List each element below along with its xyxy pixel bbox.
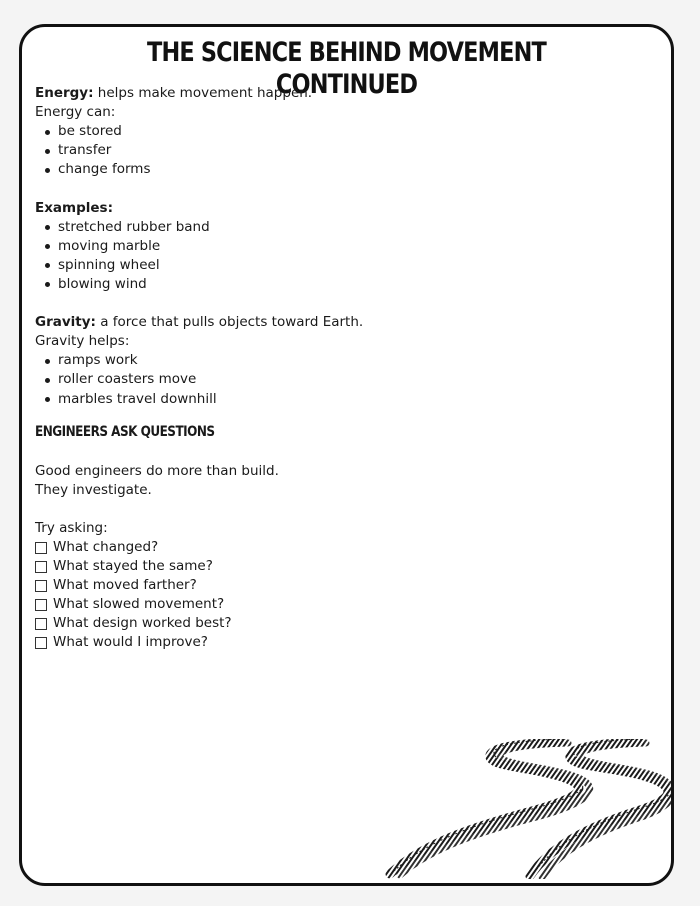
checklist-item [35, 538, 635, 557]
section-heading-engineers: ENGINEERS ASK QUESTIONS [35, 423, 215, 440]
checklist-item [35, 595, 635, 614]
engineers-line-2: They investigate. [35, 481, 152, 498]
question-text: What changed? [53, 538, 159, 555]
list-item: roller coasters move [35, 370, 635, 389]
energy-intro: Energy can: [35, 104, 116, 121]
list-item: ramps work [35, 351, 635, 370]
energy-definition [35, 84, 635, 103]
checkbox-icon[interactable] [35, 542, 47, 554]
checkbox-icon[interactable] [35, 599, 47, 611]
energy-definition-text: helps make movement happen. [93, 85, 313, 101]
question-text: What stayed the same? [53, 558, 213, 575]
list-item: change forms [35, 160, 635, 179]
spacer [35, 294, 635, 313]
examples-heading [35, 199, 635, 218]
worksheet-page [19, 24, 674, 886]
examples-heading-text: Examples: [35, 199, 113, 216]
checkbox-icon[interactable] [35, 561, 47, 573]
gravity-definition-text: a force that pulls objects toward Earth. [95, 314, 364, 331]
spacer [35, 179, 635, 198]
checklist-item [35, 557, 635, 576]
question-text: What design worked best? [53, 615, 232, 632]
questions-checklist [35, 538, 635, 653]
checkbox-icon[interactable] [35, 637, 47, 649]
content [35, 84, 635, 653]
question-text: What moved farther? [53, 577, 197, 594]
gravity-term: Gravity: [35, 314, 96, 331]
checklist-item [35, 576, 635, 595]
engineers-line-1: Good engineers do more than build. [35, 462, 279, 479]
energy-term: Energy: [35, 85, 94, 101]
page-title: THE SCIENCE BEHIND MOVEMENT CONTINUED [147, 37, 546, 100]
list-item: stretched rubber band [35, 218, 635, 237]
list-item: transfer [35, 141, 635, 160]
checkbox-icon[interactable] [35, 580, 47, 592]
spacer [35, 500, 635, 519]
list-item: blowing wind [35, 275, 635, 294]
gravity-list [35, 351, 635, 408]
questions-prompt: Try asking: [35, 519, 108, 536]
gravity-definition [35, 313, 635, 332]
energy-list [35, 122, 635, 179]
examples-list [35, 218, 635, 294]
list-item: spinning wheel [35, 256, 635, 275]
checklist-item [35, 614, 635, 633]
checkbox-icon[interactable] [35, 618, 47, 630]
list-item: moving marble [35, 237, 635, 256]
checklist-item [35, 633, 635, 652]
tire-tracks-icon [382, 739, 672, 879]
gravity-intro: Gravity helps: [35, 333, 130, 350]
list-item: be stored [35, 122, 635, 141]
question-text: What slowed movement? [53, 596, 225, 613]
spacer [35, 442, 635, 462]
question-text: What would I improve? [53, 634, 208, 651]
list-item: marbles travel downhill [35, 390, 635, 409]
